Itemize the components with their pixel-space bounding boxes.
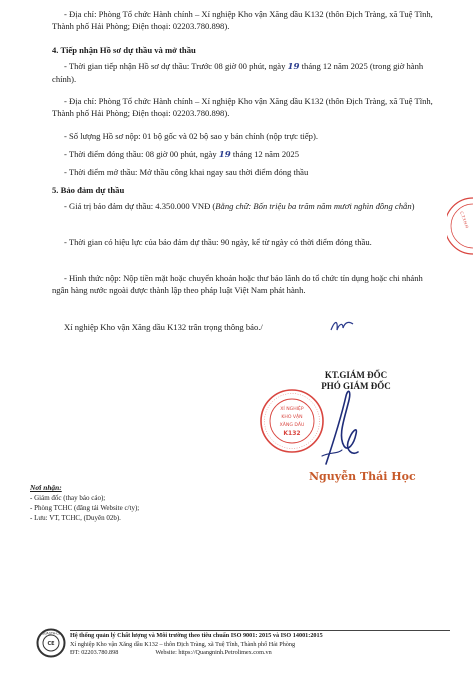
footer-address-line: Xí nghiệp Kho vận Xăng dầu K132 – thôn Địch Tràng, xã Tuệ Tĩnh, Thành phố Hải Phòng [70, 640, 296, 648]
svg-text:CE: CE [47, 641, 55, 647]
svg-text:KHO VẬN: KHO VẬN [281, 415, 303, 420]
svg-text:XÍ NGHIỆP: XÍ NGHIỆP [280, 407, 304, 412]
closing-time-paragraph: - Thời điểm đóng thầu: 08 giờ 00 phút, ngày 19 tháng 12 năm 2025 [64, 149, 300, 160]
initials-mark [329, 318, 355, 334]
svg-text:C.T.Y.H.H: C.T.Y.H.H [459, 210, 470, 229]
signatory-title-1: KT.GIÁM ĐỐC [324, 370, 388, 380]
signatory-title-2: PHÓ GIÁM ĐỐC [321, 381, 391, 391]
opening-time: - Thời điểm mở thầu: Mở thầu công khai ngay sau thời điểm đóng thầu [64, 167, 309, 177]
guarantee-validity: - Thời gian có hiệu lực của bảo đảm dự thầu: 90 ngày, kể từ ngày có thời điểm đóng thầu. [64, 237, 372, 247]
guarantee-value-paragraph: - Giá trị bảo đảm dự thầu: 4.350.000 VNĐ (Bằng chữ: Bốn triệu ba trăm năm mươi nghìn đồng chẵn) [64, 201, 415, 211]
svg-text:QUASTA-CE: QUASTA-CE [41, 631, 61, 636]
receipt-time-paragraph: - Thời gian tiếp nhận Hồ sơ dự thầu: Trước 08 giờ 00 phút, ngày 19 tháng 12 năm 2025 (trong giờ hành chính). [52, 61, 424, 85]
recipient-item: - Lưu: VT, TCHC, (Duyên 02b). [30, 514, 121, 522]
side-stamp [447, 196, 473, 256]
address-text: - Địa chỉ: Phòng Tổ chức Hành chính – Xí nghiệp Kho vận Xăng dầu K132 (thôn Địch Tràng, xã Tuệ Tĩnh, Thành phố Hải Phòng; Điện thoại: 02203.780.898). [52, 9, 433, 32]
recipient-item: - Phòng TCHC (đăng tải Website c/ty); [30, 504, 140, 512]
submission-count: - Số lượng Hồ sơ nộp: 01 bộ gốc và 02 bộ sao y bản chính (nộp trực tiếp). [64, 131, 318, 141]
section-5-heading: 5. Bảo đảm dự thầu [52, 185, 125, 195]
svg-text:K132: K132 [283, 430, 301, 437]
submission-form: - Hình thức nộp: Nộp tiền mặt hoặc chuyển khoản hoặc thư bảo lãnh do tổ chức tín dụng hoặc chi nhánh ngân hàng nước ngoài được thành lập theo pháp luật Việt Nam phát hành. [52, 273, 423, 296]
recipient-item: - Giám đốc (thay báo cáo); [30, 494, 106, 502]
closing-statement: Xí nghiệp Kho vận Xăng dầu K132 trân trọng thông báo./ [64, 322, 263, 332]
handwritten-day: 19 [287, 62, 300, 72]
address-paragraph-1 [52, 8, 438, 33]
value-in-words: Bằng chữ: Bốn triệu ba trăm năm mươi nghìn đồng chẵn [215, 201, 412, 211]
address-paragraph-2 [52, 95, 438, 120]
section-4-heading: 4. Tiếp nhận Hồ sơ dự thầu và mở thầu [52, 45, 196, 55]
recipients-block [30, 483, 139, 523]
footer-website: Website: https://Quangninh.Petrolimex.com.vn [155, 649, 272, 657]
handwritten-signature [318, 386, 364, 472]
svg-text:XĂNG DẦU: XĂNG DẦU [279, 423, 305, 428]
footer-divider [70, 630, 450, 631]
company-seal [259, 388, 325, 454]
recipients-title: Nơi nhận: [30, 483, 62, 492]
footer-phone: ĐT: 02203.780.898 [70, 649, 119, 657]
footer [70, 632, 450, 658]
quasta-logo [36, 628, 66, 658]
address-text: - Địa chỉ: Phòng Tổ chức Hành chính – Xí nghiệp Kho vận Xăng dầu K132 (thôn Địch Tràng, xã Tuệ Tĩnh, Thành phố Hải Phòng; Điện thoại: 02203.780.898). [52, 96, 433, 119]
handwritten-day: 19 [218, 150, 231, 160]
signatory-name: Nguyễn Thái Học [309, 470, 416, 483]
footer-iso-line: Hệ thống quản lý Chất lượng và Môi trường theo tiêu chuẩn ISO 9001: 2015 và ISO 14001:2015 [70, 632, 323, 639]
footer-contact-line [70, 649, 450, 658]
